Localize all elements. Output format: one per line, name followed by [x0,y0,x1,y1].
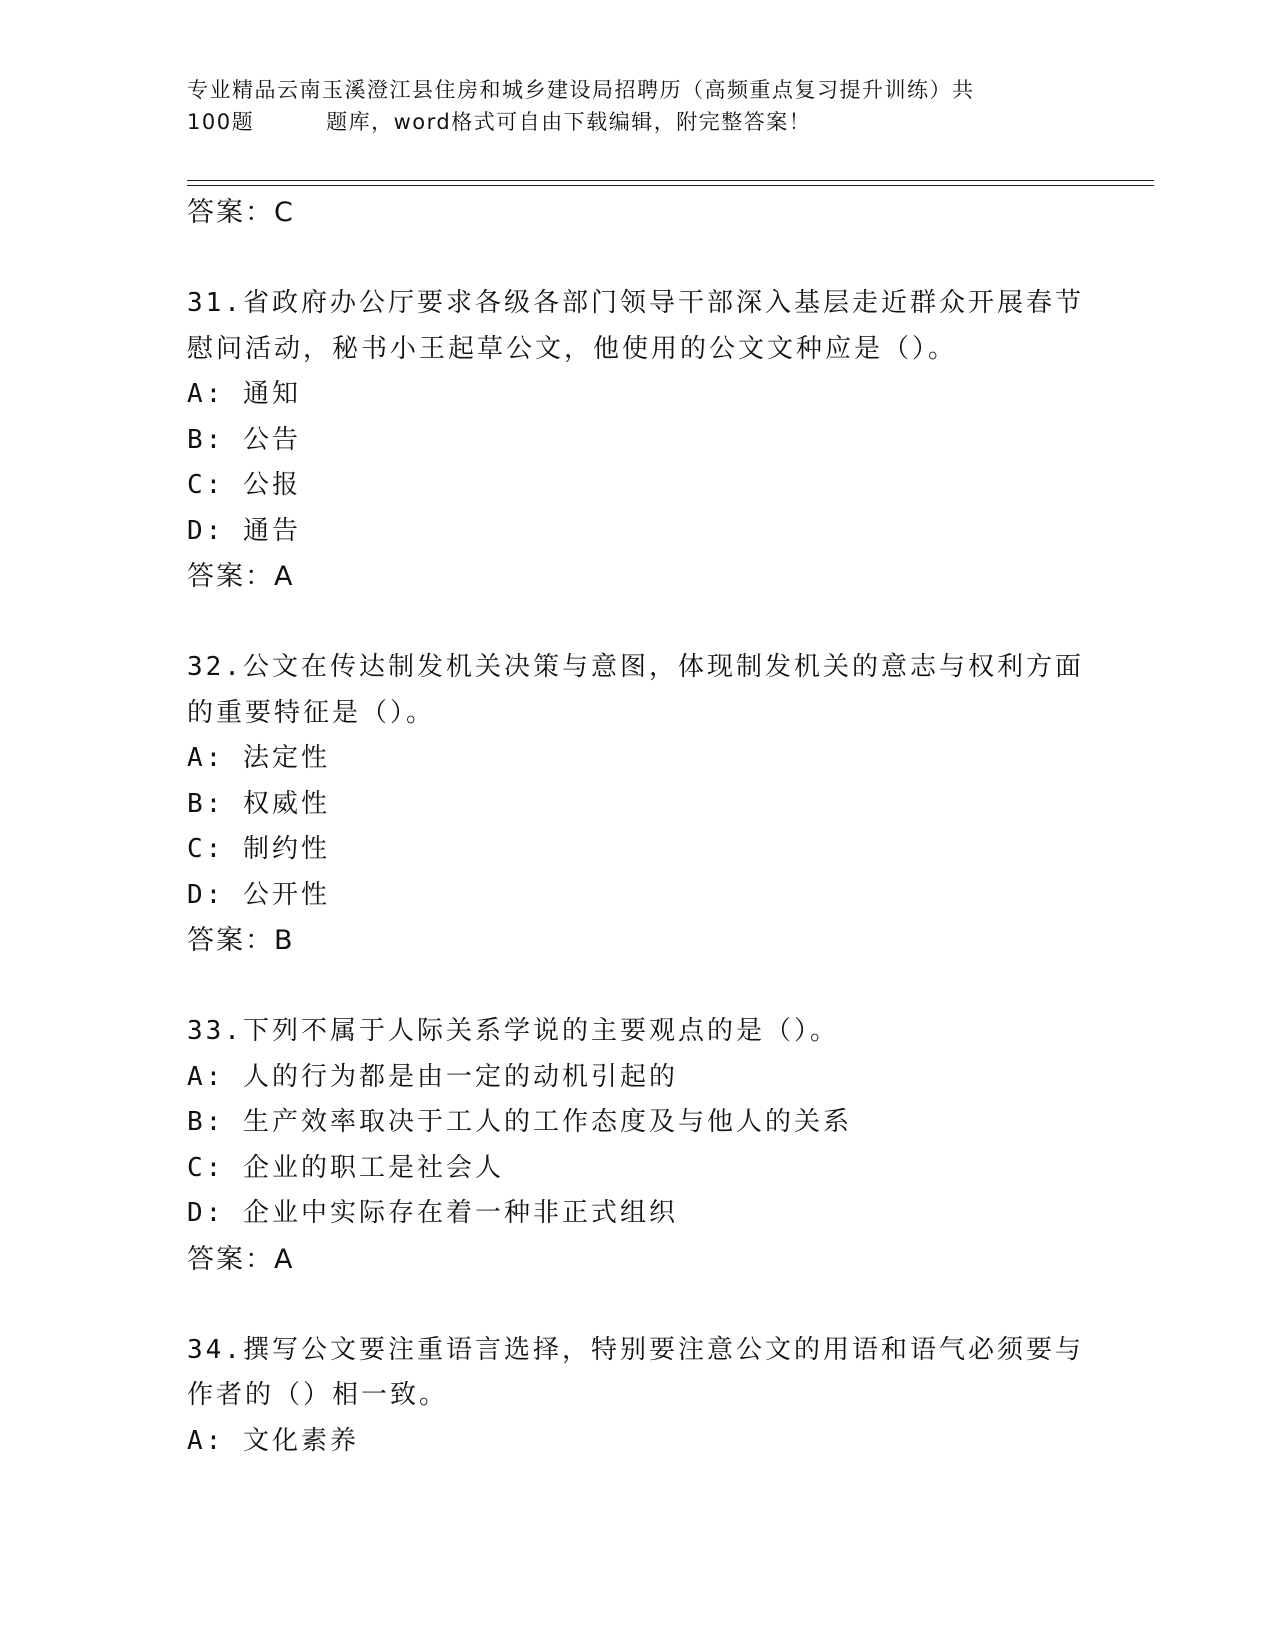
option-d: D: 企业中实际存在着一种非正式组织 [187,1198,678,1228]
option-a: A: 人的行为都是由一定的动机引起的 [187,1061,678,1092]
question-stem-line: 32.公文在传达制发机关决策与意图，体现制发机关的意志与权利方面 [187,652,1084,682]
header-line-2 [187,106,1067,138]
question-stem-line: 的重要特征是（）。 [187,697,436,728]
option-b: B: 生产效率取决于工人的工作态度及与他人的关系 [187,1107,852,1137]
question-stem-line: 慰问活动，秘书小王起草公文，他使用的公文文种应是（）。 [187,333,958,364]
question-answer: 答案：B [187,925,295,956]
previous-answer: 答案：C [187,197,295,228]
option-c: C: 制约性 [187,834,330,864]
option-a: A: 通知 [187,379,301,409]
option-a: A: 文化素养 [187,1425,359,1456]
question-stem-line: 34.撰写公文要注重语言选择，特别要注意公文的用语和语气必须要与 [187,1334,1084,1365]
question-stem-line: 33.下列不属于人际关系学说的主要观点的是（）。 [187,1016,839,1046]
question-answer: 答案：A [187,561,295,592]
header-line-1: 专业精品云南玉溪澄江县住房和城乡建设局招聘历（高频重点复习提升训练）共 [187,78,975,102]
option-b: B: 公告 [187,424,301,455]
option-d: D: 通告 [187,515,301,546]
header-line-2-left: 100题 [187,110,255,134]
question-answer: 答案：A [187,1243,295,1275]
header-divider-bottom [187,185,1154,186]
question-list [187,190,1087,1464]
header-divider-top [187,180,1154,181]
question-32 [187,645,1087,964]
option-c: C: 企业的职工是社会人 [187,1152,504,1183]
option-a: A: 法定性 [187,743,330,773]
option-b: B: 权威性 [187,788,330,819]
question-33 [187,1009,1087,1282]
question-34 [187,1328,1087,1465]
question-stem-line: 31.省政府办公厅要求各级各部门领导干部深入基层走近群众开展春节 [187,288,1084,318]
header-line-2-right: 题库，word格式可自由下载编辑，附完整答案！ [326,110,812,134]
page-header [187,74,1067,138]
question-31 [187,281,1087,600]
option-c: C: 公报 [187,470,301,500]
option-d: D: 公开性 [187,879,330,910]
question-stem-line: 作者的（）相一致。 [187,1380,449,1410]
